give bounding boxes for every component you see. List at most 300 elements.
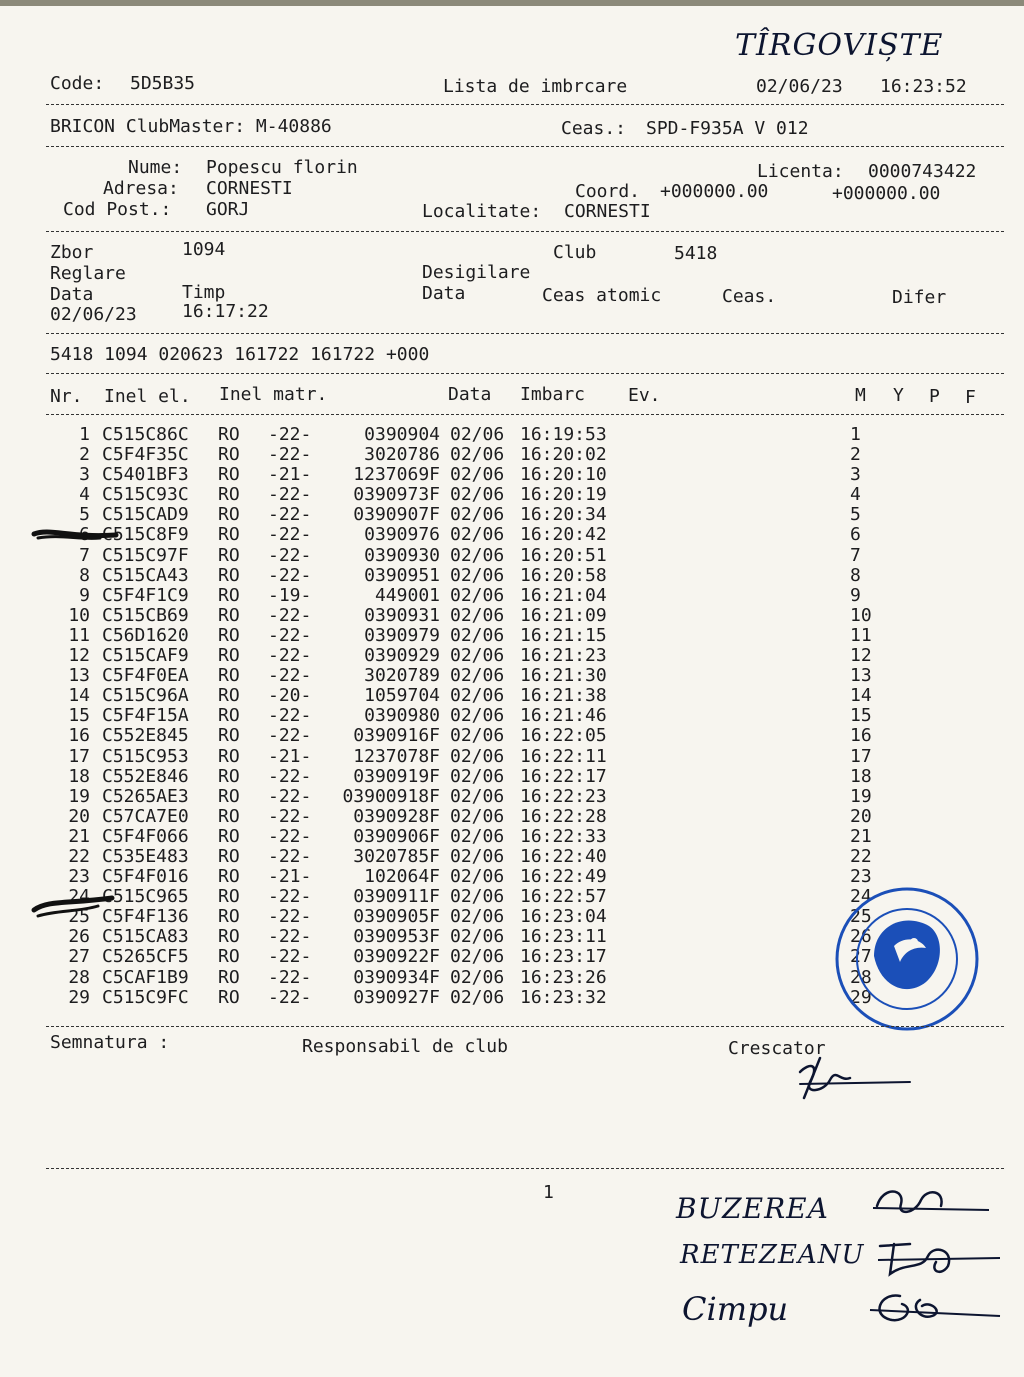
ring-year: -22-	[268, 665, 312, 687]
country-code: RO	[218, 986, 240, 1008]
row-number: 24	[68, 886, 90, 908]
boarding-time: 16:21:46	[520, 705, 607, 727]
position-m: 5	[850, 504, 861, 526]
breeder-signature	[780, 1052, 920, 1108]
country-code: RO	[218, 705, 240, 727]
ring-year: -22-	[268, 564, 312, 586]
ring-year: -22-	[268, 926, 312, 948]
boarding-time: 16:23:17	[520, 946, 607, 968]
table-row	[46, 726, 890, 746]
electronic-ring: C515C953	[102, 745, 189, 767]
ring-year: -21-	[268, 866, 312, 888]
position-m: 2	[850, 444, 861, 466]
row-number: 7	[79, 544, 90, 566]
electronic-ring: C5F4F15A	[102, 705, 189, 727]
registration-ring: 0390979	[364, 624, 440, 646]
boarding-date: 02/06	[450, 544, 505, 566]
electronic-ring: C515CA83	[102, 926, 189, 948]
electronic-ring: C515C97F	[102, 544, 189, 566]
electronic-ring: C515C9FC	[102, 986, 189, 1008]
clock-value: SPD-F935A V 012	[646, 118, 809, 139]
boarding-time: 16:21:09	[520, 604, 607, 626]
registration-ring: 102064F	[364, 866, 440, 888]
boarding-time: 16:20:10	[520, 464, 607, 486]
table-row	[46, 586, 890, 606]
boarding-date: 02/06	[450, 926, 505, 948]
breeder-label: Crescator	[728, 1038, 826, 1059]
country-code: RO	[218, 584, 240, 606]
boarding-date: 02/06	[450, 584, 505, 606]
ring-year: -22-	[268, 966, 312, 988]
electronic-ring: C5265CF5	[102, 946, 189, 968]
table-row	[46, 706, 890, 726]
row-number: 9	[79, 584, 90, 606]
col-m: M	[855, 385, 866, 406]
position-m: 4	[850, 484, 861, 506]
row-number: 26	[68, 926, 90, 948]
pen-strike-mark-row-24	[28, 890, 118, 926]
position-m: 17	[850, 745, 872, 767]
table-row	[46, 927, 890, 947]
electronic-ring: C535E483	[102, 845, 189, 867]
country-code: RO	[218, 725, 240, 747]
boarding-date: 02/06	[450, 946, 505, 968]
boarding-date: 02/06	[450, 845, 505, 867]
country-code: RO	[218, 484, 240, 506]
country-code: RO	[218, 544, 240, 566]
flight-date-value: 02/06/23	[50, 304, 137, 325]
boarding-time: 16:21:04	[520, 584, 607, 606]
date2-label: Data	[422, 283, 466, 304]
address-label: Adresa:	[103, 178, 179, 199]
table-row	[46, 827, 890, 847]
row-number: 25	[68, 906, 90, 928]
row-number: 6	[79, 524, 90, 546]
electronic-ring: C57CA7E0	[102, 805, 189, 827]
registration-ring: 0390916F	[353, 725, 440, 747]
electronic-ring: C515CB69	[102, 604, 189, 626]
position-m: 8	[850, 564, 861, 586]
table-row	[46, 947, 890, 967]
electronic-ring: C5401BF3	[102, 464, 189, 486]
date-label: Data	[50, 284, 94, 305]
divider	[46, 333, 1004, 334]
boarding-date: 02/06	[450, 825, 505, 847]
boarding-date: 02/06	[450, 464, 505, 486]
witness-signature-1	[865, 1180, 995, 1226]
row-number: 21	[68, 825, 90, 847]
col-ring-matr: Inel matr.	[219, 384, 328, 405]
page-number: 1	[543, 1182, 554, 1203]
club-value: 5418	[674, 243, 718, 264]
electronic-ring: C515CAF9	[102, 645, 189, 667]
ring-year: -21-	[268, 464, 312, 486]
boarding-date: 02/06	[450, 524, 505, 546]
boarding-time: 16:22:40	[520, 845, 607, 867]
country-code: RO	[218, 524, 240, 546]
country-code: RO	[218, 805, 240, 827]
position-m: 9	[850, 584, 861, 606]
position-m: 14	[850, 685, 872, 707]
table-row	[46, 666, 890, 686]
country-code: RO	[218, 604, 240, 626]
boarding-time: 16:22:17	[520, 765, 607, 787]
table-row	[46, 465, 890, 485]
row-number: 1	[79, 424, 90, 445]
witness-name-1: BUZEREA	[676, 1192, 829, 1225]
position-m: 11	[850, 624, 872, 646]
row-number: 4	[79, 484, 90, 506]
ring-year: -22-	[268, 705, 312, 727]
boarding-date: 02/06	[450, 665, 505, 687]
position-m: 22	[850, 845, 872, 867]
country-code: RO	[218, 966, 240, 988]
position-m: 19	[850, 785, 872, 807]
table-row	[46, 566, 890, 586]
coord-y: +000000.00	[832, 183, 941, 204]
row-number: 29	[68, 986, 90, 1008]
atomic-clock-label: Ceas atomic	[542, 285, 662, 306]
registration-ring: 1237069F	[353, 464, 440, 486]
boarding-time: 16:22:11	[520, 745, 607, 767]
col-nr: Nr.	[50, 386, 83, 407]
registration-ring: 3020789	[364, 665, 440, 687]
ring-year: -22-	[268, 765, 312, 787]
electronic-ring: C515CAD9	[102, 504, 189, 526]
registration-ring: 0390907F	[353, 504, 440, 526]
electronic-ring: C515CA43	[102, 564, 189, 586]
ring-year: -22-	[268, 785, 312, 807]
electronic-ring: C515C86C	[102, 424, 189, 445]
postcode-value: GORJ	[206, 199, 250, 220]
col-p: P	[929, 386, 940, 407]
row-number: 13	[68, 665, 90, 687]
flight-time-value: 16:17:22	[182, 301, 269, 322]
ring-year: -20-	[268, 685, 312, 707]
position-m: 1	[850, 424, 861, 445]
boarding-date: 02/06	[450, 986, 505, 1008]
boarding-date: 02/06	[450, 645, 505, 667]
boarding-date: 02/06	[450, 745, 505, 767]
position-m: 27	[850, 946, 872, 968]
boarding-date: 02/06	[450, 705, 505, 727]
location-handwritten: TÎRGOVIȘTE	[735, 28, 944, 63]
system-label: BRICON ClubMaster: M-40886	[50, 116, 332, 137]
country-code: RO	[218, 926, 240, 948]
divider	[46, 1168, 1004, 1169]
ring-year: -22-	[268, 424, 312, 445]
table-row	[46, 505, 890, 525]
electronic-ring: C5CAF1B9	[102, 966, 189, 988]
table-row	[46, 546, 890, 566]
electronic-ring: C5265AE3	[102, 785, 189, 807]
code-value: 5D5B35	[130, 73, 196, 94]
boarding-date: 02/06	[450, 624, 505, 646]
row-number: 5	[79, 504, 90, 526]
diff-label: Difer	[892, 287, 947, 308]
row-number: 12	[68, 645, 90, 667]
ring-year: -22-	[268, 946, 312, 968]
ring-year: -22-	[268, 524, 312, 546]
boarding-table-body	[46, 425, 890, 1008]
position-m: 10	[850, 604, 872, 626]
coord-label: Coord.	[575, 181, 641, 202]
registration-ring: 1237078F	[353, 745, 440, 767]
country-code: RO	[218, 866, 240, 888]
col-ev: Ev.	[628, 385, 661, 406]
country-code: RO	[218, 645, 240, 667]
country-code: RO	[218, 624, 240, 646]
boarding-time: 16:22:33	[520, 825, 607, 847]
table-row	[46, 767, 890, 787]
ring-year: -22-	[268, 725, 312, 747]
unseal-label: Desigilare	[422, 262, 531, 283]
doc-title: Lista de imbrcare	[443, 76, 628, 97]
registration-ring: 3020786	[364, 444, 440, 466]
boarding-time: 16:20:02	[520, 444, 607, 466]
position-m: 29	[850, 986, 872, 1008]
boarding-date: 02/06	[450, 444, 505, 466]
time-label: Timp	[182, 282, 226, 303]
position-m: 24	[850, 886, 872, 908]
country-code: RO	[218, 504, 240, 526]
row-number: 23	[68, 866, 90, 888]
country-code: RO	[218, 464, 240, 486]
position-m: 26	[850, 926, 872, 948]
summary-line: 5418 1094 020623 161722 161722 +000	[50, 344, 430, 365]
ring-year: -22-	[268, 604, 312, 626]
registration-ring: 0390919F	[353, 765, 440, 787]
position-m: 28	[850, 966, 872, 988]
flight-value: 1094	[182, 239, 226, 260]
col-f: F	[965, 387, 976, 408]
ring-year: -22-	[268, 986, 312, 1008]
col-ring-el: Inel el.	[104, 386, 191, 407]
boarding-time: 16:19:53	[520, 424, 607, 445]
boarding-time: 16:21:38	[520, 685, 607, 707]
row-number: 28	[68, 966, 90, 988]
row-number: 17	[68, 745, 90, 767]
registration-ring: 0390922F	[353, 946, 440, 968]
divider	[46, 146, 1004, 147]
boarding-date: 02/06	[450, 785, 505, 807]
boarding-date: 02/06	[450, 765, 505, 787]
boarding-time: 16:20:58	[520, 564, 607, 586]
electronic-ring: C552E845	[102, 725, 189, 747]
boarding-date: 02/06	[450, 604, 505, 626]
table-row	[46, 425, 890, 445]
witness-name-3: Cimpu	[682, 1290, 789, 1328]
country-code: RO	[218, 424, 240, 445]
coord-x: +000000.00	[660, 181, 769, 202]
divider	[46, 231, 1004, 232]
clock-label: Ceas.:	[561, 118, 627, 139]
country-code: RO	[218, 444, 240, 466]
table-row	[46, 867, 890, 887]
country-code: RO	[218, 685, 240, 707]
registration-ring: 1059704	[364, 685, 440, 707]
boarding-time: 16:23:26	[520, 966, 607, 988]
ring-year: -22-	[268, 444, 312, 466]
boarding-date: 02/06	[450, 504, 505, 526]
table-row	[46, 747, 890, 767]
row-number: 22	[68, 845, 90, 867]
registration-ring: 0390976	[364, 524, 440, 546]
col-y: Y	[893, 385, 904, 406]
ring-year: -22-	[268, 825, 312, 847]
electronic-ring: C515C965	[102, 886, 189, 908]
boarding-date: 02/06	[450, 906, 505, 928]
boarding-time: 16:23:32	[520, 986, 607, 1008]
registration-ring: 0390973F	[353, 484, 440, 506]
boarding-time: 16:20:34	[520, 504, 607, 526]
boarding-date: 02/06	[450, 484, 505, 506]
electronic-ring: C5F4F35C	[102, 444, 189, 466]
country-code: RO	[218, 745, 240, 767]
table-row	[46, 968, 890, 988]
table-row	[46, 646, 890, 666]
divider	[46, 373, 1004, 374]
registration-ring: 3020785F	[353, 845, 440, 867]
country-code: RO	[218, 765, 240, 787]
witness-name-2: RETEZEANU	[680, 1240, 865, 1270]
license-label: Licenta:	[757, 161, 844, 182]
electronic-ring: C5F4F016	[102, 866, 189, 888]
row-number: 10	[68, 604, 90, 626]
table-row	[46, 807, 890, 827]
registration-ring: 0390931	[364, 604, 440, 626]
electronic-ring: C56D1620	[102, 624, 189, 646]
position-m: 12	[850, 645, 872, 667]
row-number: 2	[79, 444, 90, 466]
name-value: Popescu florin	[206, 157, 358, 178]
position-m: 15	[850, 705, 872, 727]
position-m: 3	[850, 464, 861, 486]
boarding-date: 02/06	[450, 886, 505, 908]
signature-label: Semnatura :	[50, 1032, 170, 1053]
ring-year: -22-	[268, 886, 312, 908]
electronic-ring: C515C96A	[102, 685, 189, 707]
name-label: Nume:	[128, 157, 183, 178]
registration-ring: 0390929	[364, 645, 440, 667]
boarding-date: 02/06	[450, 564, 505, 586]
boarding-date: 02/06	[450, 685, 505, 707]
table-row	[46, 445, 890, 465]
address-value: CORNESTI	[206, 178, 293, 199]
boarding-time: 16:21:23	[520, 645, 607, 667]
row-number: 3	[79, 464, 90, 486]
electronic-ring: C5F4F136	[102, 906, 189, 928]
table-row	[46, 907, 890, 927]
registration-ring: 0390951	[364, 564, 440, 586]
position-m: 25	[850, 906, 872, 928]
ring-year: -22-	[268, 484, 312, 506]
boarding-time: 16:22:49	[520, 866, 607, 888]
country-code: RO	[218, 845, 240, 867]
table-row	[46, 787, 890, 807]
boarding-time: 16:22:57	[520, 886, 607, 908]
position-m: 18	[850, 765, 872, 787]
witness-signature-2	[870, 1232, 1005, 1282]
clock2-label: Ceas.	[722, 286, 777, 307]
photo-top-edge	[0, 0, 1024, 6]
ring-year: -22-	[268, 544, 312, 566]
row-number: 20	[68, 805, 90, 827]
boarding-time: 16:20:19	[520, 484, 607, 506]
ring-year: -22-	[268, 805, 312, 827]
registration-ring: 0390905F	[353, 906, 440, 928]
flight-label: Zbor	[50, 242, 94, 263]
electronic-ring: C552E846	[102, 765, 189, 787]
print-date: 02/06/23	[756, 76, 843, 97]
boarding-date: 02/06	[450, 866, 505, 888]
boarding-time: 16:21:15	[520, 624, 607, 646]
registration-ring: 0390928F	[353, 805, 440, 827]
col-date: Data	[448, 384, 492, 405]
license-value: 0000743422	[868, 161, 977, 182]
divider	[46, 414, 1004, 415]
registration-ring: 0390906F	[353, 825, 440, 847]
electronic-ring: C5F4F1C9	[102, 584, 189, 606]
table-row	[46, 485, 890, 505]
country-code: RO	[218, 785, 240, 807]
position-m: 16	[850, 725, 872, 747]
registration-ring: 0390927F	[353, 986, 440, 1008]
position-m: 20	[850, 805, 872, 827]
postcode-label: Cod Post.:	[63, 199, 172, 220]
position-m: 23	[850, 866, 872, 888]
boarding-time: 16:20:42	[520, 524, 607, 546]
row-number: 11	[68, 624, 90, 646]
position-m: 7	[850, 544, 861, 566]
boarding-time: 16:21:30	[520, 665, 607, 687]
table-row	[46, 606, 890, 626]
boarding-date: 02/06	[450, 966, 505, 988]
table-row	[46, 626, 890, 646]
boarding-time: 16:22:23	[520, 785, 607, 807]
boarding-time: 16:23:11	[520, 926, 607, 948]
row-number: 15	[68, 705, 90, 727]
boarding-date: 02/06	[450, 424, 505, 445]
registration-ring: 0390930	[364, 544, 440, 566]
row-number: 19	[68, 785, 90, 807]
print-time: 16:23:52	[880, 76, 967, 97]
ring-year: -22-	[268, 906, 312, 928]
col-boarding: Imbarc	[520, 384, 586, 405]
position-m: 13	[850, 665, 872, 687]
electronic-ring: C515C93C	[102, 484, 189, 506]
ring-year: -22-	[268, 624, 312, 646]
row-number: 16	[68, 725, 90, 747]
registration-ring: 0390953F	[353, 926, 440, 948]
registration-ring: 0390934F	[353, 966, 440, 988]
boarding-time: 16:22:28	[520, 805, 607, 827]
electronic-ring: C5F4F066	[102, 825, 189, 847]
club-label: Club	[553, 242, 597, 263]
boarding-time: 16:23:04	[520, 906, 607, 928]
table-row	[46, 525, 890, 545]
country-code: RO	[218, 564, 240, 586]
country-code: RO	[218, 886, 240, 908]
position-m: 6	[850, 524, 861, 546]
club-responsible-label: Responsabil de club	[302, 1036, 508, 1057]
registration-ring: 03900918F	[342, 785, 440, 807]
witness-signature-3	[860, 1286, 1004, 1332]
country-code: RO	[218, 665, 240, 687]
registration-ring: 449001	[374, 584, 440, 606]
registration-ring: 0390980	[364, 705, 440, 727]
ring-year: -22-	[268, 504, 312, 526]
